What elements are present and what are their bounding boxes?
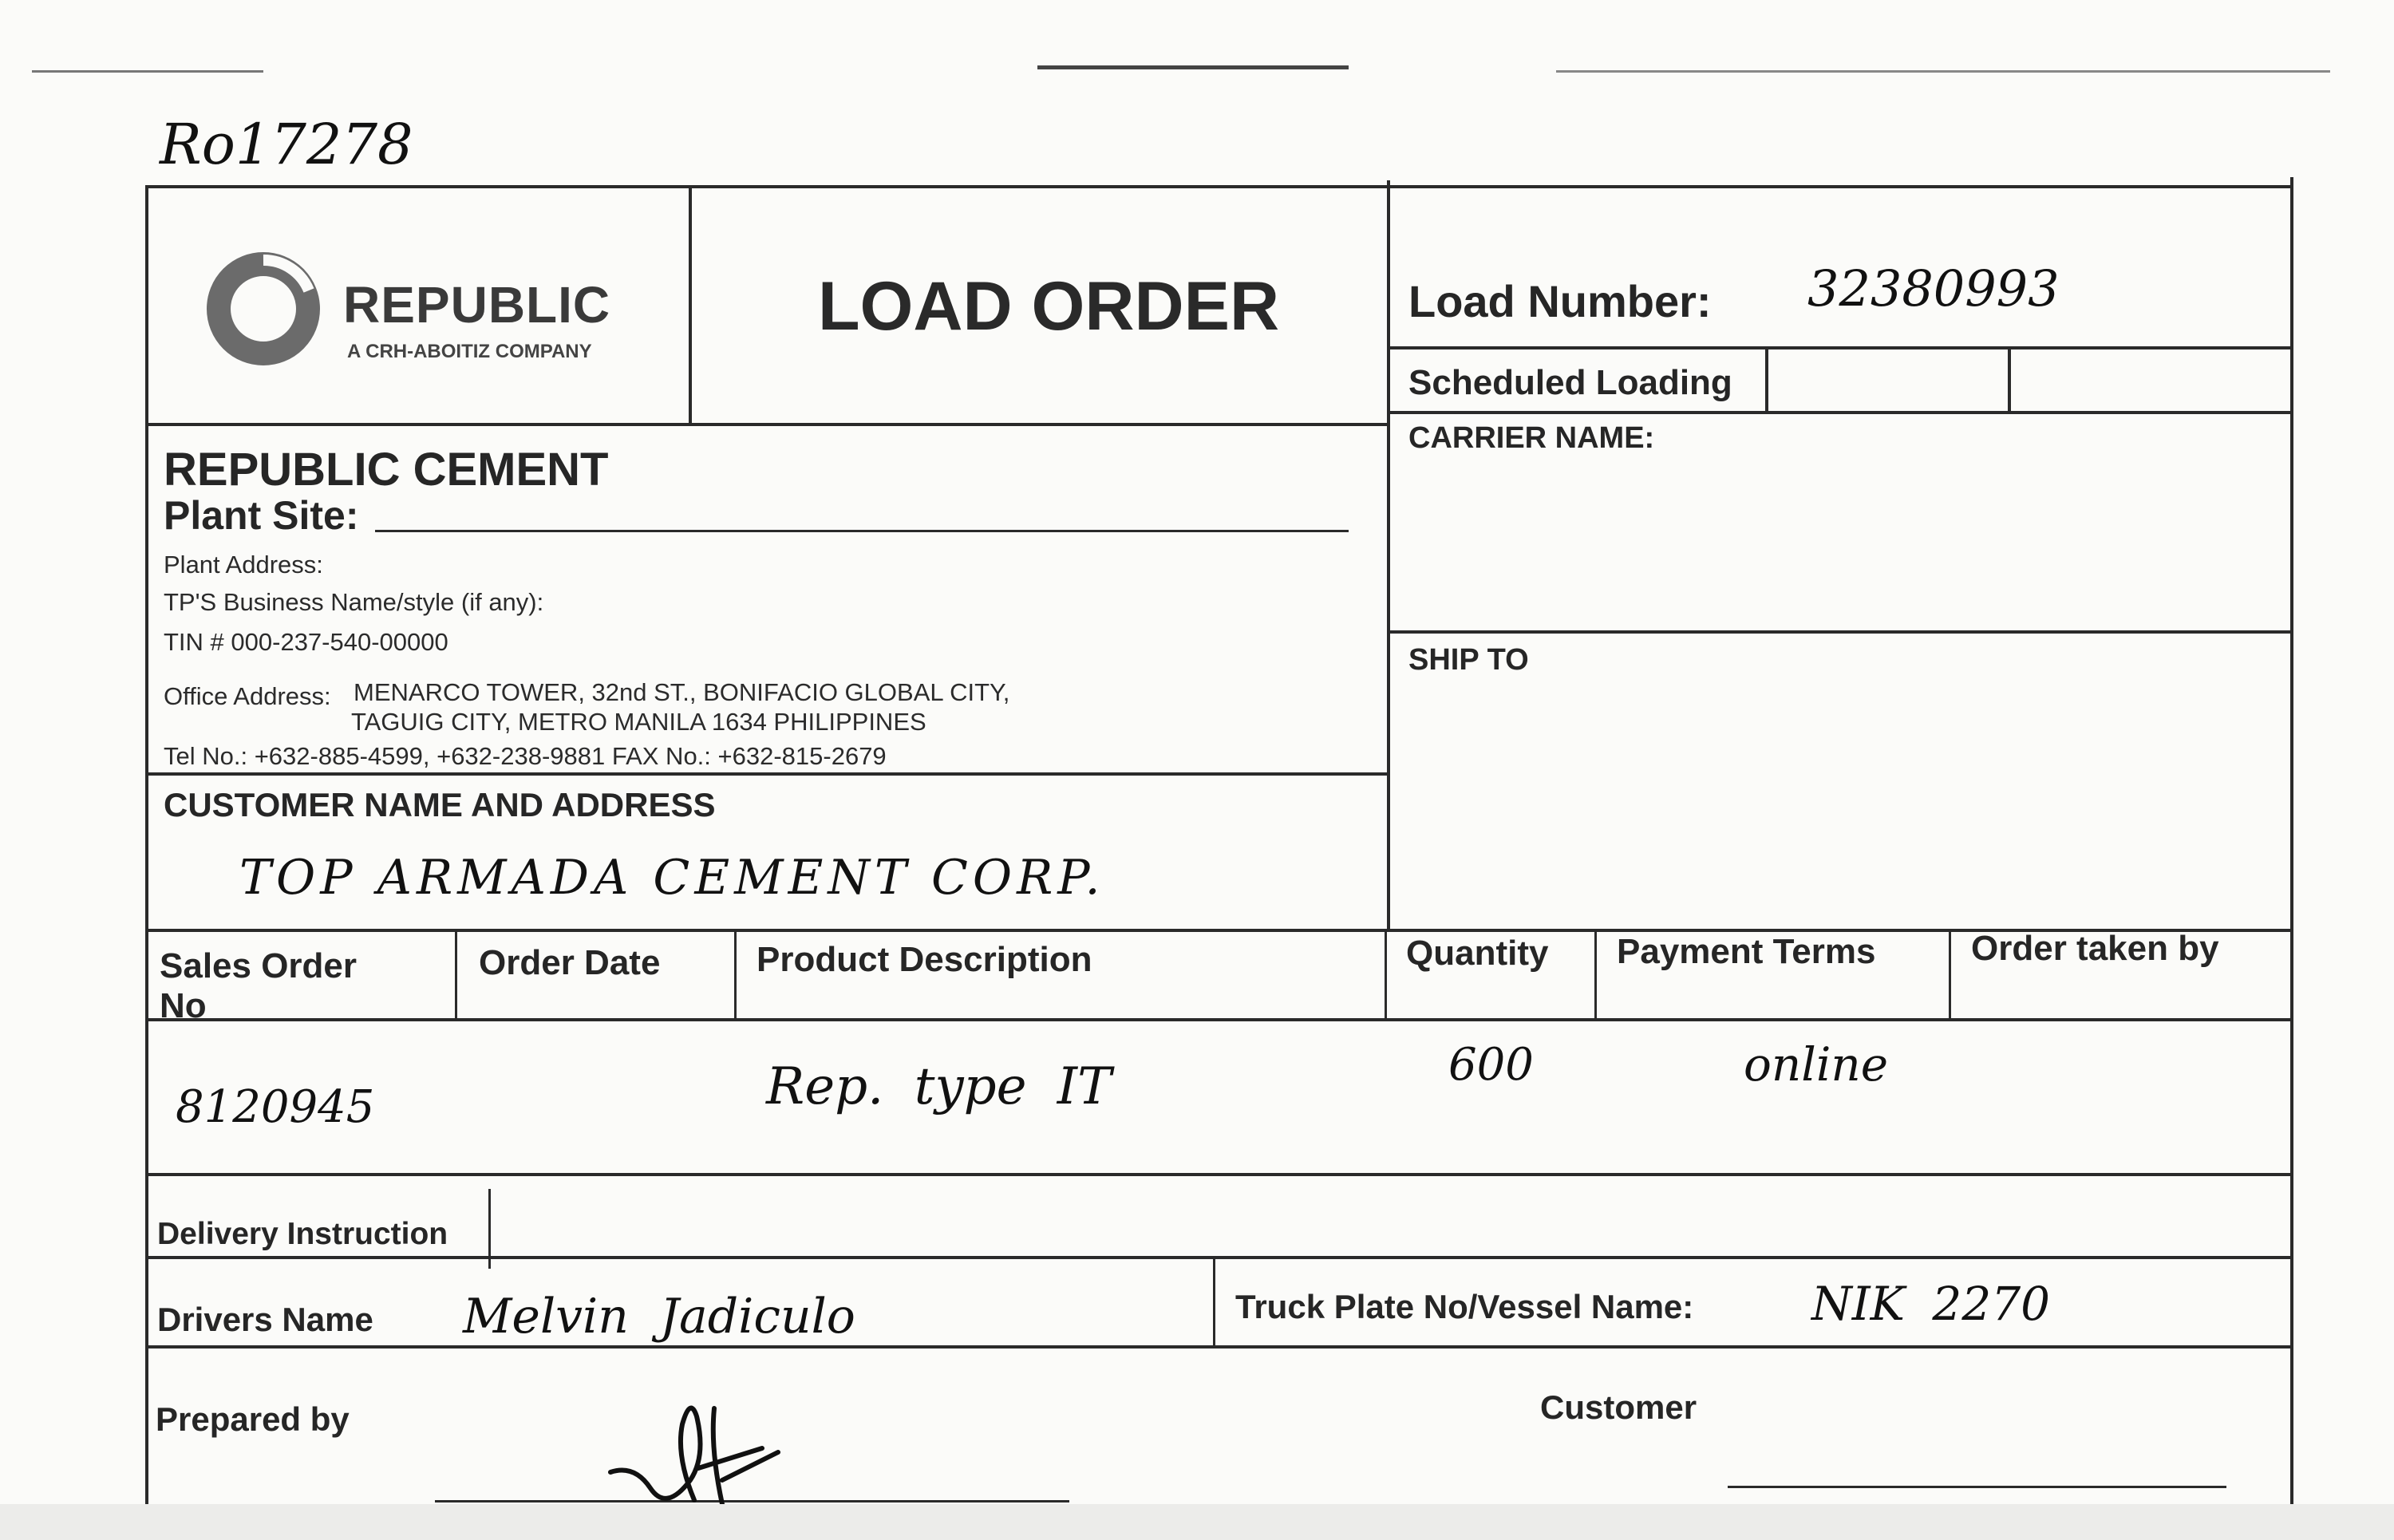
carrier-bottom-rule xyxy=(1387,630,2293,634)
table-col-divider xyxy=(1949,929,1951,1020)
signature-icon xyxy=(602,1392,786,1516)
scheduled-divider xyxy=(2008,346,2011,413)
office-address-label: Office Address: xyxy=(164,682,331,710)
tp-business-label: TP'S Business Name/style (if any): xyxy=(164,588,544,616)
sales-order-header-2: No xyxy=(160,986,207,1025)
payment-terms-header: Payment Terms xyxy=(1617,932,1876,971)
header-bottom-rule xyxy=(145,423,1390,426)
reference-number: Ro17278 xyxy=(160,112,413,177)
table-header-rule xyxy=(145,1018,2293,1021)
prepared-by-label: Prepared by xyxy=(156,1400,350,1438)
carrier-name-label: CARRIER NAME: xyxy=(1408,421,1655,455)
form-border-left xyxy=(145,185,148,1510)
customer-signature-label: Customer xyxy=(1540,1388,1697,1426)
customer-signature-line xyxy=(1728,1486,2226,1488)
customer-top-rule xyxy=(145,772,1390,776)
order-taken-by-header: Order taken by xyxy=(1971,929,2219,968)
scheduled-bottom-rule xyxy=(1387,411,2293,414)
truck-plate-value: NIK 2270 xyxy=(1811,1277,2051,1331)
product-description-header: Product Description xyxy=(757,940,1092,979)
tin-number: TIN # 000-237-540-00000 xyxy=(164,628,448,656)
logo-name: REPUBLIC xyxy=(343,276,611,334)
top-edge-mark xyxy=(32,70,263,73)
telephone-fax: Tel No.: +632-885-4599, +632-238-9881 FAX No.: +632-815-2679 xyxy=(164,742,887,770)
table-col-divider xyxy=(1385,929,1387,1020)
driver-bottom-rule xyxy=(145,1345,2293,1348)
driver-truck-divider xyxy=(1213,1259,1215,1348)
sales-order-header: Sales Order xyxy=(160,946,358,985)
table-col-divider xyxy=(455,932,457,1020)
load-number-value: 32380993 xyxy=(1807,259,2060,318)
table-col-divider xyxy=(734,932,737,1020)
payment-terms-value: online xyxy=(1744,1037,1889,1092)
plant-site-line xyxy=(375,530,1349,532)
paper-bottom-edge xyxy=(0,1504,2394,1540)
truck-plate-label: Truck Plate No/Vessel Name: xyxy=(1235,1288,1694,1325)
republic-logo-icon xyxy=(203,249,323,369)
order-date-header: Order Date xyxy=(479,943,661,982)
header-divider xyxy=(689,185,692,424)
top-edge-mark xyxy=(1037,65,1349,69)
office-address-line2: TAGUIG CITY, METRO MANILA 1634 PHILIPPINES xyxy=(351,708,926,736)
scheduled-loading-label: Scheduled Loading xyxy=(1408,363,1732,402)
drivers-name-label: Drivers Name xyxy=(157,1301,373,1338)
quantity-value: 600 xyxy=(1448,1039,1534,1091)
header-divider xyxy=(1387,180,1390,930)
quantity-header: Quantity xyxy=(1406,934,1549,973)
plant-site-label: Plant Site: xyxy=(164,493,359,538)
drivers-name-value: Melvin Jadiculo xyxy=(463,1289,855,1345)
form-border-right xyxy=(2290,177,2293,1510)
scheduled-divider xyxy=(1765,346,1768,413)
logo-tagline: A CRH-ABOITIZ COMPANY xyxy=(347,341,592,362)
ship-to-label: SHIP TO xyxy=(1408,643,1529,677)
delivery-top-rule xyxy=(145,1173,2293,1176)
top-edge-mark xyxy=(1556,70,2330,73)
form-title: LOAD ORDER xyxy=(818,268,1280,345)
delivery-instruction-label: Delivery Instruction xyxy=(157,1217,448,1251)
table-col-divider xyxy=(1594,929,1597,1020)
sales-order-value: 8120945 xyxy=(176,1081,375,1133)
office-address-line1: MENARCO TOWER, 32nd ST., BONIFACIO GLOBAL CITY, xyxy=(354,678,1010,706)
customer-name-value: TOP ARMADA CEMENT CORP. xyxy=(239,850,1105,906)
product-description-value: Rep. type IT xyxy=(766,1057,1112,1116)
form-border-top xyxy=(145,185,2292,188)
delivery-bottom-rule xyxy=(145,1256,2293,1259)
plant-name: REPUBLIC CEMENT xyxy=(164,444,609,496)
load-number-label: Load Number: xyxy=(1408,276,1712,326)
customer-label: CUSTOMER NAME AND ADDRESS xyxy=(164,786,716,823)
scheduled-top-rule xyxy=(1387,346,2293,349)
plant-address-label: Plant Address: xyxy=(164,551,323,578)
